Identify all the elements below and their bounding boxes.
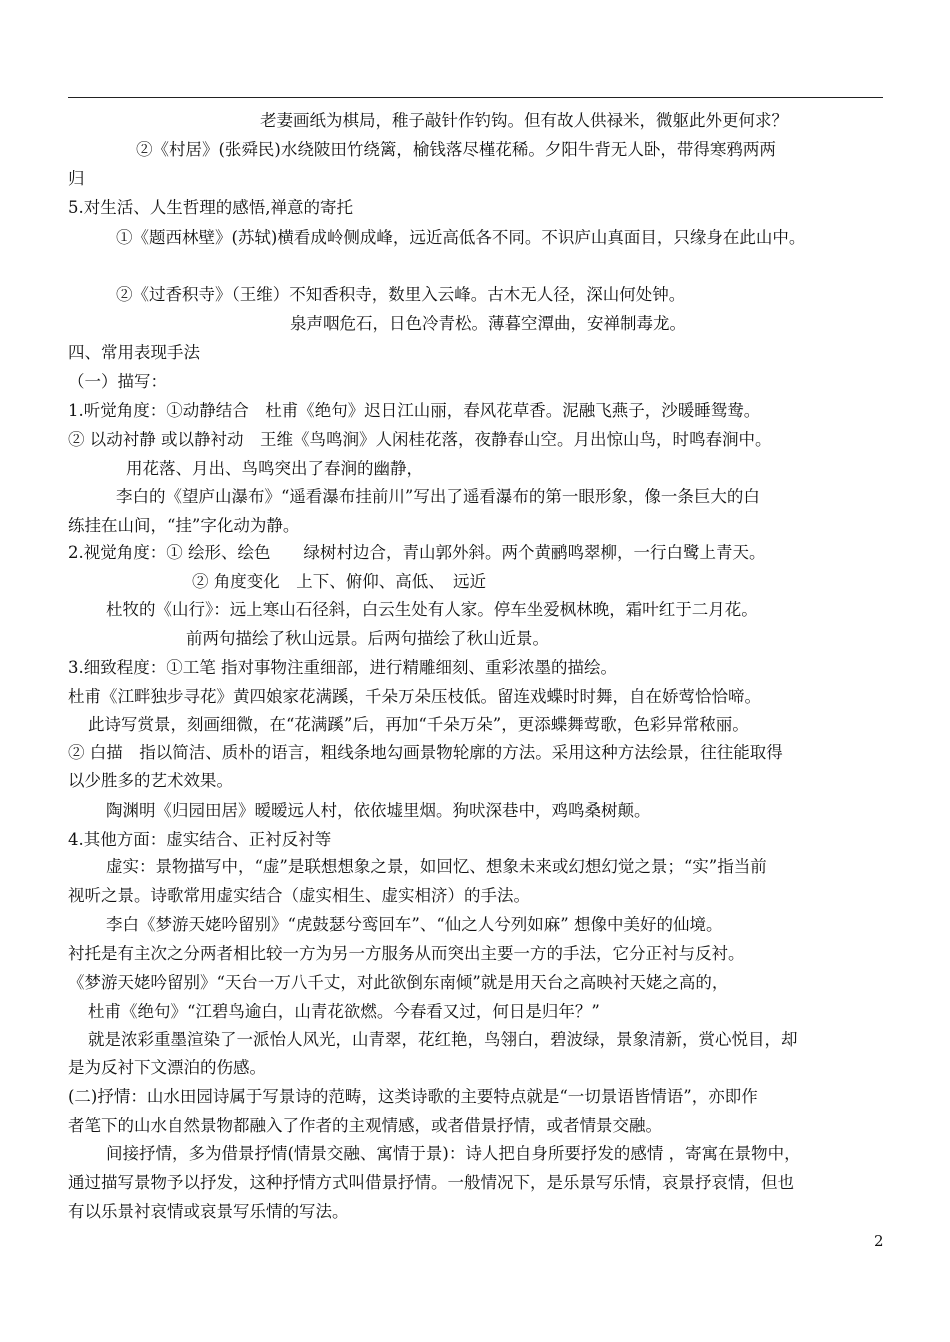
text-line: 用花落、月出、鸟鸣突出了春涧的幽静， (126, 459, 423, 478)
text-line: 通过描写景物予以抒发，这种抒情方式叫借景抒情。一般情况下，是乐景写乐情，哀景抒哀情，但也 (68, 1173, 794, 1192)
text-line: ② 角度变化 上下、俯仰、高低、 远近 (192, 572, 486, 591)
text-line: 李白《梦游天姥吟留别》“虎鼓瑟兮鸾回车”、“仙之人兮列如麻” 想像中美好的仙境。 (106, 915, 723, 934)
text-line: 陶渊明《归园田居》暧暧远人村，依依墟里烟。狗吠深巷中，鸡鸣桑树颠。 (106, 801, 651, 820)
text-line: 杜甫《绝句》“江碧鸟逾白，山青花欲燃。今春看又过，何日是归年？” (88, 1002, 600, 1021)
text-line: 就是浓彩重墨渲染了一派怡人风光，山青翠，花红艳，鸟翎白，碧波绿，景象清新，赏心悦目，却 (88, 1030, 798, 1049)
text-line: ①《题西林壁》(苏轼)横看成岭侧成峰，远近高低各不同。不识庐山真面目，只缘身在此山中。 (116, 228, 806, 247)
text-line: 练挂在山间，“挂”字化动为静。 (68, 516, 300, 535)
text-line: (二)抒情：山水田园诗属于写景诗的范畴，这类诗歌的主要特点就是“一切景语皆情语”，亦即作 (68, 1087, 758, 1106)
text-line: 4.其他方面：虚实结合、正衬反衬等 (68, 830, 332, 849)
text-line: 杜牧的《山行》：远上寒山石径斜，白云生处有人家。停车坐爱枫林晚，霜叶红于二月花。 (106, 600, 758, 619)
page-number: 2 (874, 1232, 884, 1250)
text-line: 以少胜多的艺术效果。 (68, 771, 233, 790)
text-line: 衬托是有主次之分两者相比较一方为另一方服务从而突出主要一方的手法，它分正衬与反衬。 (68, 944, 745, 963)
text-line: 有以乐景衬哀情或哀景写乐情的写法。 (68, 1202, 349, 1221)
text-line: ②《过香积寺》（王维）不知香积寺，数里入云峰。古木无人径，深山何处钟。 (116, 285, 686, 304)
text-line: 是为反衬下文漂泊的伤感。 (68, 1058, 266, 1077)
text-line: 杜甫《江畔独步寻花》黄四娘家花满蹊，千朵万朵压枝低。留连戏蝶时时舞，自在娇莺恰恰啼。 (68, 687, 761, 706)
subsection-heading: （一）描写： (68, 372, 167, 391)
text-line: 3.细致程度：①工笔 指对事物注重细部，进行精雕细刻、重彩浓墨的描绘。 (68, 658, 617, 677)
text-line: 前两句描绘了秋山远景。后两句描绘了秋山近景。 (186, 629, 549, 648)
text-line: 泉声咽危石，日色冷青松。薄暮空潭曲，安禅制毒龙。 (290, 314, 686, 333)
section-heading: 四、常用表现手法 (68, 343, 200, 362)
text-line: 间接抒情，多为借景抒情(情景交融、寓情于景)：诗人把自身所要抒发的感情 ，寄寓在景物中， (106, 1144, 801, 1163)
text-line: 2.视觉角度：① 绘形、绘色 绿树村边合，青山郭外斜。两个黄鹂鸣翠柳，一行白鹭上青天。 (68, 543, 766, 562)
text-line: 1.听觉角度：①动静结合 杜甫《绝句》迟日江山丽，春风花草香。泥融飞燕子，沙暖睡鸳鸯。 (68, 401, 761, 420)
text-line: 老妻画纸为棋局，稚子敲针作钓钩。但有故人供禄米，微躯此外更何求？ (260, 111, 788, 130)
text-line: 此诗写赏景，刻画细微，在“花满蹊”后，再加“千朵万朵”，更添蝶舞莺歌，色彩异常秾丽。 (88, 715, 749, 734)
text-line: 虚实：景物描写中，“虚”是联想想象之景，如回忆、想象未来或幻想幻觉之景；“实”指当前 (106, 857, 767, 876)
text-line: ②《村居》(张舜民)水绕陂田竹绕篱，榆钱落尽槿花稀。夕阳牛背无人卧，带得寒鸦两两 (136, 140, 776, 159)
text-line: 视听之景。诗歌常用虚实结合（虚实相生、虚实相济）的手法。 (68, 886, 530, 905)
header-rule (68, 97, 883, 98)
text-line: 5.对生活、人生哲理的感悟,禅意的寄托 (68, 198, 353, 217)
text-line: ② 白描 指以简洁、质朴的语言，粗线条地勾画景物轮廓的方法。采用这种方法绘景，往往能取得 (68, 743, 783, 762)
text-line: 《梦游天姥吟留别》“天台一万八千丈，对此欲倒东南倾”就是用天台之高映衬天姥之高的， (68, 973, 729, 992)
text-line: 归 (68, 169, 85, 188)
text-line: 李白的《望庐山瀑布》“遥看瀑布挂前川”写出了遥看瀑布的第一眼形象，像一条巨大的白 (116, 487, 760, 506)
text-line: ② 以动衬静 或以静衬动 王维《鸟鸣涧》人闲桂花落，夜静春山空。月出惊山鸟，时鸣春涧中。 (68, 430, 772, 449)
text-line: 者笔下的山水自然景物都融入了作者的主观情感，或者借景抒情，或者情景交融。 (68, 1116, 662, 1135)
